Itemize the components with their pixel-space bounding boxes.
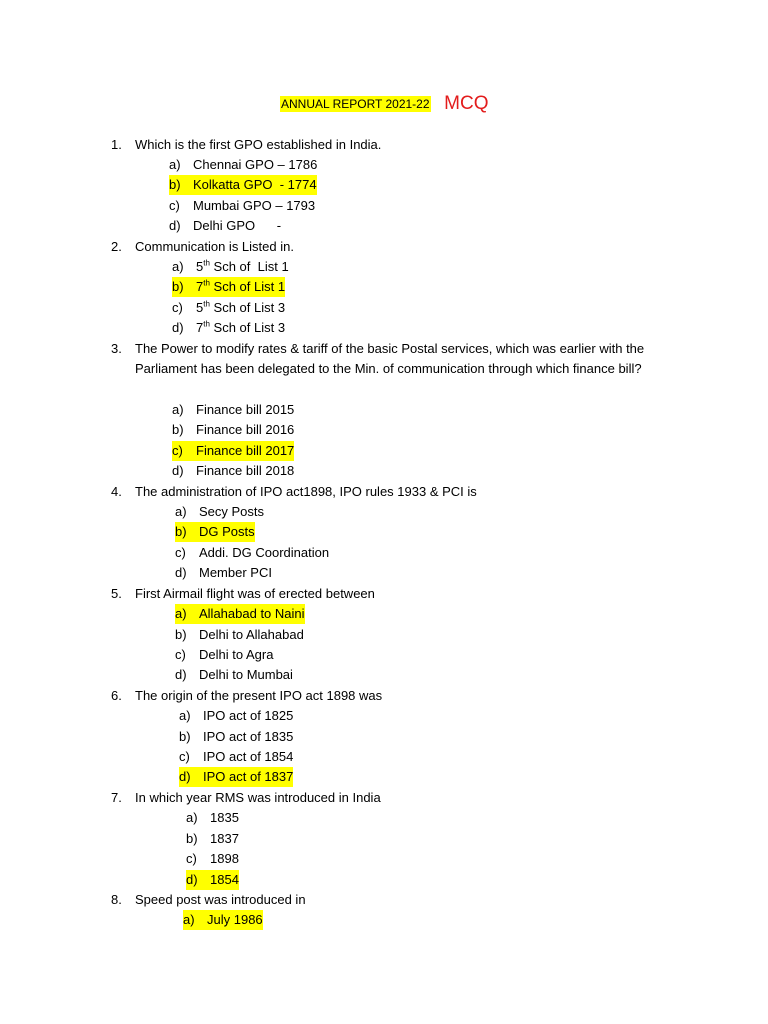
- option-text: Sch of List 3: [209, 320, 286, 335]
- option-5c: [175, 645, 273, 665]
- option-3a: [172, 400, 294, 420]
- option-text: Finance bill 2018: [196, 463, 295, 478]
- option-superscript: th: [203, 319, 210, 329]
- option-8a-answer: [183, 910, 263, 930]
- question-text: The administration of IPO act1898, IPO rules 1933 & PCI is: [135, 484, 477, 499]
- option-label: a): [175, 504, 187, 519]
- question-6: [111, 686, 691, 706]
- question-text: Communication is Listed in.: [135, 239, 294, 254]
- option-label: a): [179, 708, 191, 723]
- option-text: Mumbai GPO – 1793: [193, 198, 316, 213]
- option-text: 1898: [210, 851, 239, 866]
- question-7: [111, 788, 691, 808]
- option-label: d): [186, 872, 198, 887]
- option-text: Addi. DG Coordination: [199, 545, 330, 560]
- option-7b: [186, 829, 239, 849]
- option-text: Secy Posts: [199, 504, 265, 519]
- option-superscript: th: [203, 258, 210, 268]
- question-number: 8.: [111, 892, 122, 907]
- option-label: a): [186, 810, 198, 825]
- option-superscript: th: [203, 299, 210, 309]
- option-text: Sch of List 3: [209, 300, 286, 315]
- title-annual-report: ANNUAL REPORT 2021-22: [281, 97, 430, 111]
- option-text: Sch of List 1: [209, 259, 289, 274]
- option-text: Delhi GPO -: [193, 218, 282, 233]
- option-label: b): [179, 729, 191, 744]
- option-6c: [179, 747, 293, 767]
- option-text: IPO act of 1835: [203, 729, 294, 744]
- option-text: Finance bill 2017: [196, 443, 295, 458]
- question-number: 1.: [111, 137, 122, 152]
- option-label: a): [169, 157, 181, 172]
- option-text: July 1986: [207, 912, 263, 927]
- question-text: The Power to modify rates & tariff of the basic Postal services, which was earlier with the Parliament has been delegated to the Min. of communication through which finance bill?: [135, 341, 645, 377]
- option-label: c): [179, 749, 190, 764]
- option-number: 5: [196, 300, 204, 315]
- option-3b: [172, 420, 294, 440]
- option-text: Delhi to Agra: [199, 647, 274, 662]
- option-label: c): [175, 647, 186, 662]
- question-4: [111, 482, 691, 502]
- option-label: b): [175, 627, 187, 642]
- question-1: [111, 135, 691, 155]
- option-4b-answer: [175, 522, 255, 542]
- option-text: Chennai GPO – 1786: [193, 157, 318, 172]
- option-7d-answer: [186, 870, 239, 890]
- option-text: Allahabad to Naini: [199, 606, 305, 621]
- option-2b-answer: [172, 277, 285, 297]
- option-7c: [186, 849, 239, 869]
- question-number: 6.: [111, 688, 122, 703]
- option-label: b): [172, 422, 184, 437]
- option-superscript: th: [203, 278, 210, 288]
- option-text: IPO act of 1854: [203, 749, 294, 764]
- question-3: [111, 339, 691, 380]
- option-2c: [172, 298, 285, 318]
- option-label: b): [169, 177, 181, 192]
- option-6b: [179, 727, 293, 747]
- option-label: d): [179, 769, 191, 784]
- option-5a-answer: [175, 604, 305, 624]
- question-number: 2.: [111, 239, 122, 254]
- question-number: 4.: [111, 484, 122, 499]
- option-5b: [175, 625, 304, 645]
- option-label: d): [172, 463, 184, 478]
- option-label: c): [172, 443, 183, 458]
- option-6a: [179, 706, 293, 726]
- option-label: d): [175, 667, 187, 682]
- option-label: b): [175, 524, 187, 539]
- option-number: 7: [196, 320, 204, 335]
- option-text: DG Posts: [199, 524, 255, 539]
- option-7a: [186, 808, 239, 828]
- option-4a: [175, 502, 264, 522]
- option-text: Finance bill 2016: [196, 422, 295, 437]
- option-label: c): [186, 851, 197, 866]
- option-text: Kolkatta GPO - 1774: [193, 177, 317, 192]
- option-2d: [172, 318, 285, 338]
- option-label: d): [172, 320, 184, 335]
- question-text: Speed post was introduced in: [135, 892, 306, 907]
- option-2a: [172, 257, 289, 277]
- option-4c: [175, 543, 329, 563]
- option-label: c): [169, 198, 180, 213]
- option-label: a): [175, 606, 187, 621]
- option-label: d): [175, 565, 187, 580]
- option-3c-answer: [172, 441, 294, 461]
- option-text: Sch of List 1: [209, 279, 286, 294]
- option-text: 1837: [210, 831, 239, 846]
- option-text: 1835: [210, 810, 239, 825]
- option-number: 5: [196, 259, 204, 274]
- option-label: c): [172, 300, 183, 315]
- option-1c: [169, 196, 315, 216]
- option-text: Delhi to Allahabad: [199, 627, 304, 642]
- question-8: [111, 890, 691, 910]
- option-6d-answer: [179, 767, 293, 787]
- question-text: The origin of the present IPO act 1898 was: [135, 688, 383, 703]
- option-text: 1854: [210, 872, 239, 887]
- question-number: 7.: [111, 790, 122, 805]
- option-3d: [172, 461, 294, 481]
- question-text: First Airmail flight was of erected between: [135, 586, 375, 601]
- question-2: [111, 237, 691, 257]
- option-label: a): [172, 259, 184, 274]
- option-1a: [169, 155, 317, 175]
- option-text: Finance bill 2015: [196, 402, 295, 417]
- option-text: Member PCI: [199, 565, 272, 580]
- option-4d: [175, 563, 272, 583]
- option-label: b): [172, 279, 184, 294]
- option-text: IPO act of 1825: [203, 708, 294, 723]
- option-text: Delhi to Mumbai: [199, 667, 293, 682]
- option-text: IPO act of 1837: [203, 769, 294, 784]
- question-number: 5.: [111, 586, 122, 601]
- option-label: d): [169, 218, 181, 233]
- question-text: Which is the first GPO established in India.: [135, 137, 382, 152]
- question-number: 3.: [111, 341, 122, 356]
- question-text: In which year RMS was introduced in India: [135, 790, 381, 805]
- document-title: [280, 93, 488, 123]
- title-mcq: MCQ: [444, 93, 489, 114]
- option-label: a): [172, 402, 184, 417]
- option-label: a): [183, 912, 195, 927]
- option-label: c): [175, 545, 186, 560]
- option-1b-answer: [169, 175, 317, 195]
- option-5d: [175, 665, 293, 685]
- option-1d: [169, 216, 281, 236]
- option-label: b): [186, 831, 198, 846]
- option-number: 7: [196, 279, 204, 294]
- question-5: [111, 584, 691, 604]
